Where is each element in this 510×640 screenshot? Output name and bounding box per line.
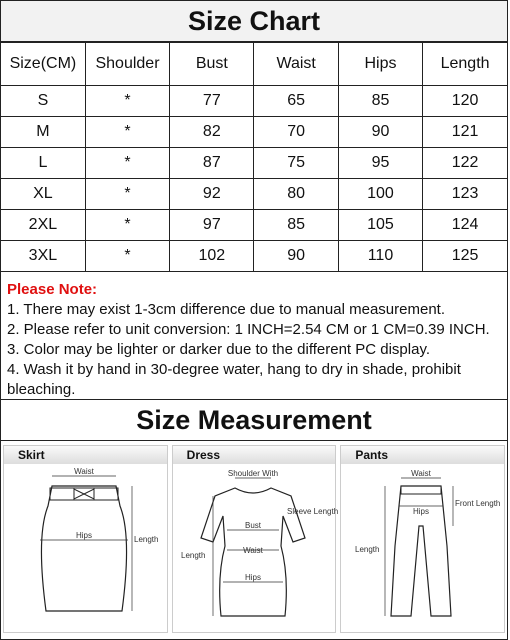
col-size: Size(CM) xyxy=(1,43,85,86)
table-cell: 97 xyxy=(170,210,254,241)
bow-icon xyxy=(74,489,94,499)
table-cell: 100 xyxy=(338,179,422,210)
col-hips: Hips xyxy=(338,43,422,86)
dress-shoulder-label: Shoulder With xyxy=(227,469,278,478)
skirt-panel-title: Skirt xyxy=(4,446,167,464)
table-cell: 95 xyxy=(338,148,422,179)
table-cell: 122 xyxy=(423,148,507,179)
table-cell: 85 xyxy=(254,210,338,241)
table-cell: * xyxy=(85,210,169,241)
table-cell: 121 xyxy=(423,117,507,148)
table-row xyxy=(1,241,507,272)
dress-panel-title: Dress xyxy=(173,446,336,464)
table-cell: 77 xyxy=(170,86,254,117)
dress-sleeve-label: Sleeve Length xyxy=(286,507,338,516)
table-cell: 102 xyxy=(170,241,254,272)
table-cell: 3XL xyxy=(1,241,85,272)
skirt-hips-label: Hips xyxy=(75,531,93,540)
table-cell: * xyxy=(85,148,169,179)
table-cell: XL xyxy=(1,179,85,210)
size-table xyxy=(1,42,507,272)
table-cell: L xyxy=(1,148,85,179)
pants-outline xyxy=(391,486,451,616)
notes-section xyxy=(1,272,507,400)
dress-panel xyxy=(172,445,337,633)
measurement-title: Size Measurement xyxy=(1,400,507,441)
table-row xyxy=(1,117,507,148)
table-cell: 82 xyxy=(170,117,254,148)
table-cell: M xyxy=(1,117,85,148)
table-cell: * xyxy=(85,117,169,148)
table-header-row xyxy=(1,43,507,86)
pants-panel-title: Pants xyxy=(341,446,504,464)
col-bust: Bust xyxy=(170,43,254,86)
table-cell: * xyxy=(85,86,169,117)
table-cell: 110 xyxy=(338,241,422,272)
note-item: 2. Please refer to unit conversion: 1 INCH=2.54 CM or 1 CM=0.39 INCH. xyxy=(7,321,490,338)
pants-length-label: Length xyxy=(355,545,380,554)
table-cell: 70 xyxy=(254,117,338,148)
pants-diagram xyxy=(341,466,501,630)
pants-front-label: Front Length xyxy=(455,499,501,508)
table-cell: * xyxy=(85,179,169,210)
table-cell: 120 xyxy=(423,86,507,117)
size-chart-title: Size Chart xyxy=(1,1,507,42)
table-cell: 65 xyxy=(254,86,338,117)
table-cell: 87 xyxy=(170,148,254,179)
note-item: 3. Color may be lighter or darker due to the different PC display. xyxy=(7,341,430,358)
dress-waist-label: Waist xyxy=(242,546,263,555)
table-cell: 92 xyxy=(170,179,254,210)
col-length: Length xyxy=(423,43,507,86)
table-cell: 2XL xyxy=(1,210,85,241)
table-cell: 90 xyxy=(338,117,422,148)
table-cell: 105 xyxy=(338,210,422,241)
table-cell: S xyxy=(1,86,85,117)
table-cell: 90 xyxy=(254,241,338,272)
dress-diagram xyxy=(173,466,338,630)
note-item: 1. There may exist 1-3cm difference due to manual measurement. xyxy=(7,301,445,318)
table-row xyxy=(1,210,507,241)
dress-length-label: Length xyxy=(180,551,206,560)
pants-waistband xyxy=(401,486,441,494)
dress-bust-label: Bust xyxy=(244,521,261,530)
skirt-outline xyxy=(41,486,126,611)
table-cell: 85 xyxy=(338,86,422,117)
skirt-length-label: Length xyxy=(134,535,159,544)
note-item: 4. Wash it by hand in 30-degree water, hang to dry in shade, prohibit bleaching. xyxy=(7,361,461,398)
skirt-diagram xyxy=(4,466,164,630)
pants-waist-label: Waist xyxy=(411,469,432,478)
table-row xyxy=(1,148,507,179)
table-cell: 124 xyxy=(423,210,507,241)
table-cell: 80 xyxy=(254,179,338,210)
notes-heading: Please Note: xyxy=(7,281,98,298)
col-waist: Waist xyxy=(254,43,338,86)
skirt-waist-label: Waist xyxy=(74,467,94,476)
pants-hips-label: Hips xyxy=(413,507,430,516)
skirt-panel xyxy=(3,445,168,633)
dress-hips-label: Hips xyxy=(244,573,261,582)
table-cell: 125 xyxy=(423,241,507,272)
table-row xyxy=(1,179,507,210)
measurement-panels xyxy=(1,441,507,637)
table-cell: * xyxy=(85,241,169,272)
table-cell: 75 xyxy=(254,148,338,179)
table-row xyxy=(1,86,507,117)
col-shoulder: Shoulder xyxy=(85,43,169,86)
table-cell: 123 xyxy=(423,179,507,210)
pants-panel xyxy=(340,445,505,633)
